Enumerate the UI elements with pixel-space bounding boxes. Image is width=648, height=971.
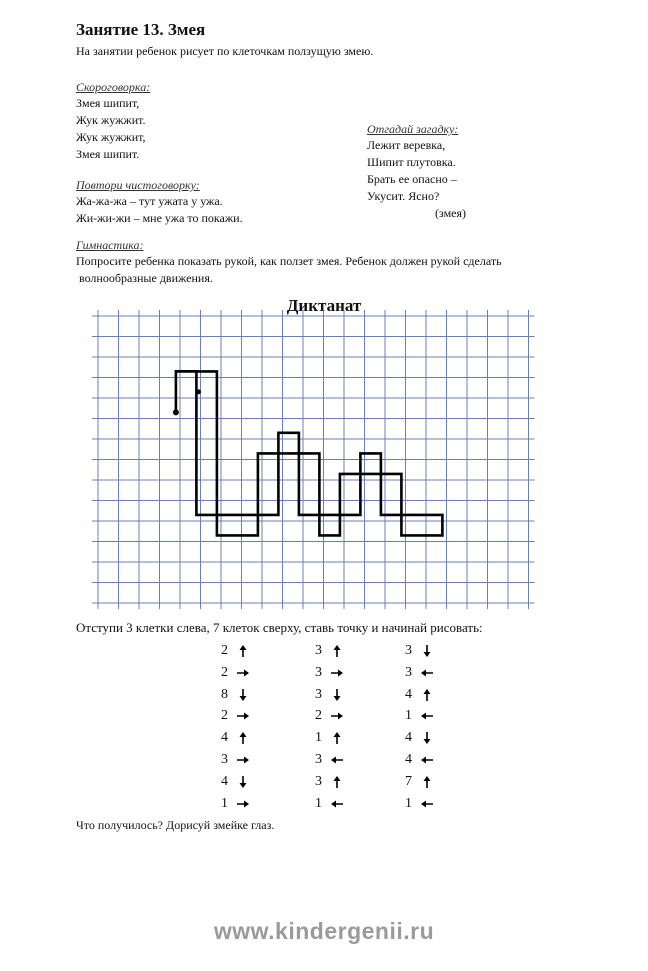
arrow-left-icon (330, 753, 344, 767)
arrow-left-icon (420, 709, 434, 723)
dictation-step (398, 750, 434, 770)
step-count: 3 (315, 773, 322, 789)
tongue-twister-line: Змея шипит, (76, 96, 140, 110)
step-count: 3 (221, 752, 228, 767)
arrow-up-icon (236, 731, 250, 745)
step-count: 4 (405, 686, 412, 702)
dictation-step (308, 772, 344, 792)
dictation-step (398, 663, 434, 683)
arrow-left-icon (420, 753, 434, 767)
lesson-title: Занятие 13. Змея (76, 20, 206, 39)
step-count: 4 (405, 752, 412, 767)
riddle-line: Лежит веревка, (367, 138, 446, 152)
dictation-step (308, 750, 344, 770)
dictation-step (214, 641, 250, 661)
arrow-right-icon (236, 709, 250, 723)
step-count: 4 (221, 730, 228, 746)
step-count: 7 (405, 773, 412, 789)
snake-eye-dot (196, 389, 201, 394)
site-watermark: www.kindergenii.ru (213, 918, 435, 944)
arrow-right-icon (330, 709, 344, 723)
riddle-line: Брать ее опасно – (367, 172, 457, 186)
step-count: 2 (221, 664, 228, 680)
step-count: 1 (405, 708, 412, 724)
arrow-down-icon (330, 688, 344, 702)
arrow-left-icon (330, 797, 344, 811)
riddle-answer: (змея) (435, 206, 467, 220)
dictation-instruction: Отступи 3 клетки слева, 7 клеток сверху, ставь точку и начинай рисовать: (76, 620, 483, 635)
dictation-step (398, 641, 434, 661)
dictation-step (308, 685, 344, 705)
step-count: 4 (221, 773, 228, 789)
step-count: 1 (405, 795, 412, 811)
tongue-twister-line: Жук жужжит. (76, 113, 146, 127)
arrow-up-icon (420, 775, 434, 789)
arrow-down-icon (236, 688, 250, 702)
dictation-step (308, 728, 344, 748)
dictation-step (308, 706, 344, 726)
arrow-down-icon (420, 731, 434, 745)
arrow-right-icon (236, 666, 250, 680)
gymnastics-label: Гимнастика: (76, 238, 144, 252)
step-count: 3 (315, 664, 322, 680)
riddle-line: Шипит плутовка. (367, 155, 456, 169)
arrow-up-icon (420, 688, 434, 702)
gymnastics-line: Попросите ребенка показать рукой, как ползет змея. Ребенок должен рукой сделать (76, 254, 502, 268)
arrow-right-icon (236, 753, 250, 767)
dictation-step (214, 706, 250, 726)
step-count: 8 (221, 686, 228, 702)
pure-phrase-line: Жа-жа-жа – тут ужата у ужа. (76, 194, 223, 208)
grid-lines (92, 310, 535, 609)
step-count: 3 (405, 643, 412, 658)
gymnastics-line: волнообразные движения. (79, 271, 213, 285)
dictation-step (398, 772, 434, 792)
step-count: 1 (315, 795, 322, 811)
dictation-step (308, 641, 344, 661)
step-count: 3 (315, 643, 322, 658)
arrow-right-icon (330, 666, 344, 680)
pure-phrase-line: Жи-жи-жи – мне ужа то покажи. (76, 211, 243, 225)
dictation-step (398, 706, 434, 726)
arrow-up-icon (330, 731, 344, 745)
dictation-step (308, 794, 344, 814)
dictation-step (398, 728, 434, 748)
arrow-left-icon (420, 666, 434, 680)
step-count: 3 (315, 752, 322, 767)
riddle-label: Отгадай загадку: (367, 122, 459, 136)
dictation-step (308, 663, 344, 683)
arrow-up-icon (330, 775, 344, 789)
step-count: 4 (405, 730, 412, 746)
step-count: 2 (221, 708, 228, 724)
dictation-step (214, 685, 250, 705)
dictation-step (214, 772, 250, 792)
step-count: 2 (315, 708, 322, 724)
dictation-heading: Диктанат (286, 296, 362, 315)
dictation-step (214, 728, 250, 748)
tongue-twister-label: Скороговорка: (76, 80, 151, 94)
final-question: Что получилось? Дорисуй змейке глаз. (76, 818, 275, 832)
tongue-twister-line: Жук жужжит, (76, 130, 146, 144)
step-count: 3 (405, 664, 412, 680)
step-count: 1 (315, 730, 322, 746)
step-count: 2 (221, 643, 228, 658)
arrow-left-icon (420, 797, 434, 811)
dictation-step (398, 794, 434, 814)
arrow-up-icon (236, 644, 250, 658)
riddle-line: Укусит. Ясно? (367, 189, 440, 203)
lesson-intro: На занятии ребенок рисует по клеточкам ползущую змею. (76, 44, 374, 58)
arrow-down-icon (420, 644, 434, 658)
step-count: 1 (221, 795, 228, 811)
arrow-down-icon (236, 775, 250, 789)
pure-phrase-label: Повтори чистоговорку: (76, 178, 200, 192)
dictation-step (214, 663, 250, 683)
tongue-twister-line: Змея шипит. (76, 147, 140, 161)
dictation-step (398, 685, 434, 705)
step-count: 3 (315, 686, 322, 702)
start-point-dot (173, 409, 179, 415)
dictation-step (214, 794, 250, 814)
arrow-right-icon (236, 797, 250, 811)
snake-drawing (176, 371, 443, 535)
arrow-up-icon (330, 644, 344, 658)
dictation-step (214, 750, 250, 770)
